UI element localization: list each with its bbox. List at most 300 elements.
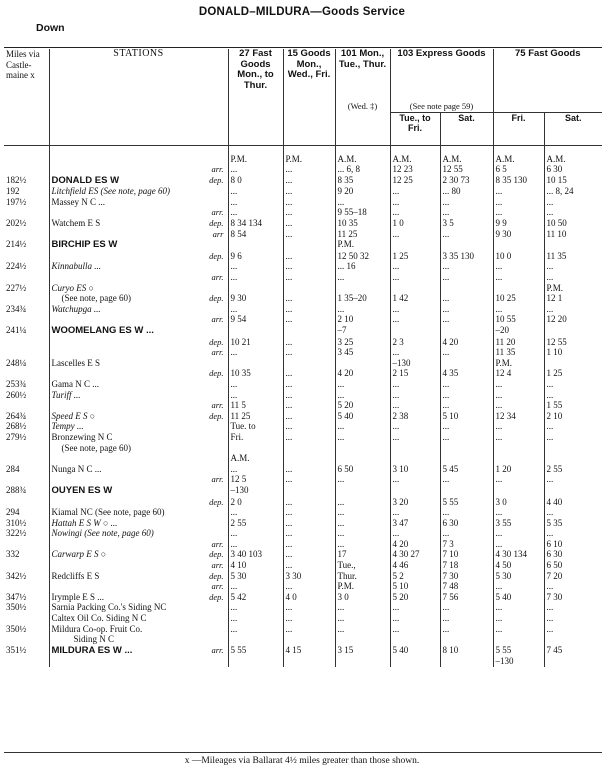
time-cell: ... xyxy=(228,207,283,218)
time-cell: ... xyxy=(283,347,335,358)
mileage-cell: 347½ xyxy=(6,591,27,602)
station-cell xyxy=(49,218,228,229)
time-cell: ... xyxy=(283,411,335,422)
mileage-cell xyxy=(4,229,49,240)
time-cell: ... xyxy=(335,507,390,518)
table-row xyxy=(4,314,602,325)
station-cell xyxy=(49,528,228,539)
station-cell xyxy=(49,432,228,443)
time-cell: ... xyxy=(493,186,544,197)
time-cell: A.M. xyxy=(390,154,440,165)
time-cell: –20 xyxy=(493,325,544,337)
station-name: Bronzewing N C xyxy=(51,431,113,442)
time-cell: ... 16 xyxy=(335,261,390,272)
time-cell: ... xyxy=(390,261,440,272)
time-cell: ... xyxy=(228,164,283,175)
mileage-cell: 284 xyxy=(6,463,20,474)
time-cell: 7 30 xyxy=(544,592,602,603)
time-cell: ... xyxy=(493,261,544,272)
time-cell: ... xyxy=(228,624,283,635)
time-cell: ... xyxy=(335,272,390,283)
time-cell: 6 50 xyxy=(335,464,390,475)
station-name: Sarnia Packing Co.'s Siding NC xyxy=(51,602,167,613)
time-cell: 5 35 xyxy=(544,518,602,529)
arr-dep-label: dep. xyxy=(209,336,224,347)
table-row xyxy=(4,464,602,475)
time-cell: 12 25 xyxy=(390,175,440,187)
time-cell: ... xyxy=(493,272,544,283)
station-cell xyxy=(49,325,228,337)
station-cell xyxy=(49,229,228,240)
time-cell: ... xyxy=(335,421,390,432)
arr-dep-label: arr. xyxy=(211,272,224,283)
arr-dep-label: arr. xyxy=(211,581,224,592)
table-row xyxy=(4,197,602,208)
mileage-cell: 227½ xyxy=(6,282,27,293)
station-name: Redcliffs E S xyxy=(51,570,100,581)
time-cell: ... xyxy=(493,624,544,635)
time-cell: 3 5 xyxy=(440,218,493,229)
time-cell: A.M. xyxy=(228,453,283,464)
time-cell: ... xyxy=(335,432,390,443)
time-cell: ... xyxy=(228,379,283,390)
time-cell: 4 30 134 xyxy=(493,549,544,560)
station-cell xyxy=(49,314,228,325)
time-cell: 3 45 xyxy=(335,347,390,358)
time-cell: ... xyxy=(493,304,544,315)
time-cell: 1 55 xyxy=(544,400,602,411)
time-cell: ... xyxy=(493,197,544,208)
time-cell: ... xyxy=(544,304,602,315)
time-cell: ... xyxy=(390,229,440,240)
table-row xyxy=(4,400,602,411)
time-cell: 17 xyxy=(335,549,390,560)
header-train-75-sat: Sat. xyxy=(544,112,602,141)
time-cell: ... xyxy=(283,539,335,550)
time-cell xyxy=(335,634,390,645)
time-cell: A.M. xyxy=(493,154,544,165)
time-cell: 10 15 xyxy=(544,175,602,187)
mileage-cell xyxy=(4,560,49,571)
time-cell: ... xyxy=(390,474,440,485)
time-cell: ... xyxy=(440,507,493,518)
time-cell: 9 54 xyxy=(228,314,283,325)
time-cell xyxy=(544,325,602,337)
time-cell: ... xyxy=(440,400,493,411)
station-cell xyxy=(49,207,228,218)
time-cell: ... xyxy=(283,432,335,443)
time-cell: ... xyxy=(493,602,544,613)
time-cell: 3 30 xyxy=(283,571,335,582)
time-cell: ... xyxy=(283,186,335,197)
station-cell xyxy=(49,581,228,592)
time-cell: ... xyxy=(544,432,602,443)
station-cell xyxy=(49,613,228,624)
time-cell: ... xyxy=(493,432,544,443)
table-row xyxy=(4,154,602,165)
table-row xyxy=(4,304,602,315)
time-cell: ... xyxy=(544,474,602,485)
time-cell: 12 1 xyxy=(544,293,602,304)
time-cell: ... xyxy=(283,613,335,624)
arr-dep-label: dep. xyxy=(209,174,224,185)
time-cell: ... xyxy=(544,602,602,613)
time-cell xyxy=(544,485,602,497)
time-cell: 1 42 xyxy=(390,293,440,304)
time-cell: ... xyxy=(544,581,602,592)
time-cell: ... xyxy=(440,379,493,390)
arr-dep-label: dep. xyxy=(209,368,224,379)
time-cell: ... xyxy=(440,304,493,315)
header-train-101-note: (Wed. ‡) xyxy=(335,101,390,141)
time-cell xyxy=(390,325,440,337)
table-row xyxy=(4,507,602,518)
time-cell: ... xyxy=(544,507,602,518)
time-cell: ... xyxy=(335,602,390,613)
timetable xyxy=(4,49,602,667)
time-cell xyxy=(390,656,440,667)
time-cell: 12 4 xyxy=(493,368,544,379)
time-cell: ... xyxy=(283,368,335,379)
time-cell: 9 9 xyxy=(493,218,544,229)
mileage-cell xyxy=(4,164,49,175)
time-cell: 12 34 xyxy=(493,411,544,422)
time-cell xyxy=(283,656,335,667)
table-row xyxy=(4,164,602,175)
header-train-103-tue-fri: Tue., to Fri. xyxy=(390,112,440,141)
time-cell: ... xyxy=(228,347,283,358)
time-cell: 3 35 130 xyxy=(440,251,493,262)
time-cell: 1 0 xyxy=(390,218,440,229)
table-row xyxy=(4,347,602,358)
time-cell: 4 35 xyxy=(440,368,493,379)
time-cell: 12 20 xyxy=(544,314,602,325)
arr-dep-label: arr. xyxy=(211,164,224,175)
mileage-cell: 310½ xyxy=(6,517,27,528)
time-cell xyxy=(493,485,544,497)
table-row xyxy=(4,539,602,550)
station-cell xyxy=(49,560,228,571)
header-train-103-sat: Sat. xyxy=(440,112,493,141)
time-cell: P.M. xyxy=(335,581,390,592)
time-cell xyxy=(544,634,602,645)
time-cell: 12 55 xyxy=(544,337,602,348)
station-name: Lascelles E S xyxy=(51,357,100,368)
time-cell: 12 23 xyxy=(390,164,440,175)
time-cell: ... xyxy=(440,207,493,218)
time-cell: 11 35 xyxy=(493,347,544,358)
time-cell: ... xyxy=(440,314,493,325)
time-cell xyxy=(335,358,390,369)
station-cell xyxy=(49,634,228,645)
table-row xyxy=(4,390,602,401)
mileage-cell xyxy=(4,314,49,325)
station-cell xyxy=(49,453,228,464)
time-cell: ... xyxy=(493,528,544,539)
station-cell xyxy=(49,154,228,165)
time-cell: ... xyxy=(390,624,440,635)
time-cell: 4 50 xyxy=(493,560,544,571)
table-row xyxy=(4,645,602,657)
station-cell xyxy=(49,251,228,262)
time-cell: 1 25 xyxy=(390,251,440,262)
mileage-cell: 351½ xyxy=(6,644,27,655)
table-row xyxy=(4,325,602,337)
time-cell: 6 30 xyxy=(544,549,602,560)
table-row xyxy=(4,443,602,454)
time-cell: ... xyxy=(440,293,493,304)
time-cell: ... xyxy=(440,474,493,485)
time-cell: ... xyxy=(283,251,335,262)
mileage-cell: 264¾ xyxy=(6,410,27,421)
time-cell: 8 35 130 xyxy=(493,175,544,187)
arr-dep-label: arr. xyxy=(211,207,224,218)
time-cell xyxy=(440,443,493,454)
time-cell xyxy=(283,485,335,497)
time-cell xyxy=(390,634,440,645)
time-cell: A.M. xyxy=(440,154,493,165)
station-name: Turiff ... xyxy=(51,389,81,400)
time-cell: ... xyxy=(228,539,283,550)
mileage-cell: 260½ xyxy=(6,389,27,400)
arr-dep-label: arr. xyxy=(211,314,224,325)
time-cell: 3 47 xyxy=(390,518,440,529)
time-cell: ... xyxy=(440,613,493,624)
time-cell: 10 35 xyxy=(228,368,283,379)
time-cell: ... xyxy=(228,186,283,197)
time-cell: ... xyxy=(283,421,335,432)
time-cell: 4 0 xyxy=(283,592,335,603)
time-cell: 7 56 xyxy=(440,592,493,603)
time-cell: ... 6, 8 xyxy=(335,164,390,175)
time-cell: 9 30 xyxy=(228,293,283,304)
time-cell: ... xyxy=(228,528,283,539)
time-cell: Tue. to xyxy=(228,421,283,432)
time-cell xyxy=(440,239,493,251)
arr-dep-label: arr. xyxy=(211,560,224,571)
mileage-cell: 268½ xyxy=(6,421,27,432)
table-row xyxy=(4,549,602,560)
time-cell: ... xyxy=(390,347,440,358)
table-row xyxy=(4,634,602,645)
time-cell xyxy=(544,443,602,454)
time-cell: 5 55 xyxy=(228,645,283,657)
station-cell xyxy=(49,507,228,518)
header-miles: Miles via Castle-maine x xyxy=(6,49,40,80)
time-cell: 7 3 xyxy=(440,539,493,550)
time-cell: 5 20 xyxy=(390,592,440,603)
time-cell: 8 10 xyxy=(440,645,493,657)
station-name: Caltex Oil Co. Siding N C xyxy=(51,613,147,624)
station-name: (See note, page 60) xyxy=(61,442,131,453)
table-row xyxy=(4,175,602,187)
arr-dep-label: arr. xyxy=(211,474,224,485)
time-cell: ... xyxy=(544,613,602,624)
time-cell: 6 10 xyxy=(544,539,602,550)
time-cell: ... xyxy=(283,464,335,475)
time-cell: 4 10 xyxy=(228,560,283,571)
time-cell xyxy=(440,358,493,369)
time-cell: 4 30 27 xyxy=(390,549,440,560)
time-cell: ... xyxy=(228,613,283,624)
station-cell xyxy=(49,379,228,390)
time-cell: ... xyxy=(390,528,440,539)
time-cell: P.M. xyxy=(283,154,335,165)
time-cell: P.M. xyxy=(335,239,390,251)
station-name: MILDURA ES W ... xyxy=(51,644,133,656)
table-row xyxy=(4,656,602,667)
mileage-cell: 241¼ xyxy=(6,325,27,335)
time-cell: ... xyxy=(440,197,493,208)
time-cell: 12 5 xyxy=(228,474,283,485)
header-train-103-note: (See note page 59) xyxy=(390,101,493,112)
time-cell: ... xyxy=(283,229,335,240)
mileage-cell: 248¼ xyxy=(6,357,27,368)
time-cell: 5 20 xyxy=(335,400,390,411)
time-cell: 10 50 xyxy=(544,218,602,229)
time-cell: ... xyxy=(283,528,335,539)
station-name: Kiamal NC (See note, page 60) xyxy=(51,507,165,518)
time-cell: ... xyxy=(228,507,283,518)
table-row xyxy=(4,602,602,613)
time-cell: ... xyxy=(228,272,283,283)
table-row xyxy=(4,624,602,635)
station-cell xyxy=(49,592,228,603)
header-stations: STATIONS xyxy=(49,49,228,141)
time-cell: ... xyxy=(283,314,335,325)
arr-dep-label: arr xyxy=(212,228,224,239)
time-cell: ... xyxy=(283,390,335,401)
table-row xyxy=(4,272,602,283)
time-cell xyxy=(440,453,493,464)
footnote: x —Mileages via Ballarat 4½ miles greater than those shown. xyxy=(184,756,420,766)
station-cell xyxy=(49,464,228,475)
time-cell: ... xyxy=(283,218,335,229)
time-cell: 5 10 xyxy=(440,411,493,422)
mileage-cell: 224½ xyxy=(6,261,27,272)
station-cell xyxy=(49,411,228,422)
station-cell xyxy=(49,390,228,401)
time-cell: Thur. xyxy=(335,571,390,582)
time-cell: 5 30 xyxy=(228,571,283,582)
time-cell: ... xyxy=(283,518,335,529)
table-row xyxy=(4,581,602,592)
time-cell: 12 50 32 xyxy=(335,251,390,262)
arr-dep-label: arr. xyxy=(211,538,224,549)
time-cell: ... xyxy=(440,624,493,635)
time-cell xyxy=(493,453,544,464)
time-cell: 2 10 xyxy=(335,314,390,325)
time-cell: ... xyxy=(335,197,390,208)
mileage-cell: 288¾ xyxy=(6,484,27,495)
header-train-101: 101 Mon., Tue., Thur. xyxy=(335,49,390,101)
time-cell: ... xyxy=(390,400,440,411)
time-cell: 5 40 xyxy=(493,592,544,603)
bottom-rule xyxy=(4,752,602,753)
time-cell: ... xyxy=(283,272,335,283)
table-row xyxy=(4,497,602,508)
station-name: Irymple E S ... xyxy=(51,591,104,602)
table-row xyxy=(4,358,602,369)
time-cell xyxy=(544,358,602,369)
arr-dep-label: dep. xyxy=(209,591,224,602)
time-cell: ... 80 xyxy=(440,186,493,197)
time-cell: 7 48 xyxy=(440,581,493,592)
time-cell xyxy=(283,453,335,464)
mileage-cell xyxy=(4,613,49,624)
time-cell: 2 30 73 xyxy=(440,175,493,187)
time-cell: ... xyxy=(228,464,283,475)
table-row xyxy=(4,528,602,539)
time-cell: 8 0 xyxy=(228,175,283,187)
station-cell xyxy=(49,485,228,497)
time-cell xyxy=(228,239,283,251)
time-cell: 2 10 xyxy=(544,411,602,422)
table-row xyxy=(4,186,602,197)
table-row xyxy=(4,411,602,422)
table-row xyxy=(4,337,602,348)
mileage-cell: 294 xyxy=(6,507,20,518)
mileage-cell xyxy=(4,656,49,667)
time-cell: 5 2 xyxy=(390,571,440,582)
time-cell: 4 20 xyxy=(335,368,390,379)
time-cell: ... xyxy=(493,400,544,411)
time-cell: 5 55 xyxy=(440,497,493,508)
time-cell: 6 50 xyxy=(544,560,602,571)
mileage-cell xyxy=(4,581,49,592)
time-cell xyxy=(390,443,440,454)
time-cell: ... xyxy=(283,581,335,592)
table-row xyxy=(4,293,602,304)
time-cell: ... xyxy=(390,390,440,401)
time-cell: 9 6 xyxy=(228,251,283,262)
time-cell: ... xyxy=(440,390,493,401)
mileage-cell: 332 xyxy=(6,549,20,560)
time-cell: ... xyxy=(440,272,493,283)
mileage-cell xyxy=(4,474,49,485)
time-cell: ... xyxy=(335,528,390,539)
arr-dep-label: arr. xyxy=(211,400,224,411)
station-cell xyxy=(49,539,228,550)
time-cell: ... xyxy=(544,261,602,272)
mileage-cell: 279½ xyxy=(6,431,27,442)
time-cell: ... xyxy=(390,314,440,325)
time-cell: –130 xyxy=(390,358,440,369)
table-row xyxy=(4,207,602,218)
time-cell: ... xyxy=(283,602,335,613)
mileage-cell: 350½ xyxy=(6,602,27,613)
time-cell xyxy=(335,443,390,454)
station-name: Speed E S ○ xyxy=(51,410,96,421)
time-cell: 1 25 xyxy=(544,368,602,379)
time-cell xyxy=(228,634,283,645)
time-cell xyxy=(335,283,390,294)
time-cell: ... xyxy=(335,390,390,401)
time-cell: 2 38 xyxy=(390,411,440,422)
time-cell: ... xyxy=(335,474,390,485)
station-cell xyxy=(49,164,228,175)
station-name: Massey N C ... xyxy=(51,196,105,207)
time-cell: 5 40 xyxy=(335,411,390,422)
header-train-103: 103 Express Goods xyxy=(390,49,493,101)
time-cell: ... xyxy=(544,421,602,432)
time-cell: 3 15 xyxy=(335,645,390,657)
time-cell: 3 10 xyxy=(390,464,440,475)
time-cell: ... xyxy=(544,390,602,401)
time-cell: ... xyxy=(390,421,440,432)
time-cell: ... xyxy=(493,474,544,485)
time-cell: 7 30 xyxy=(440,571,493,582)
